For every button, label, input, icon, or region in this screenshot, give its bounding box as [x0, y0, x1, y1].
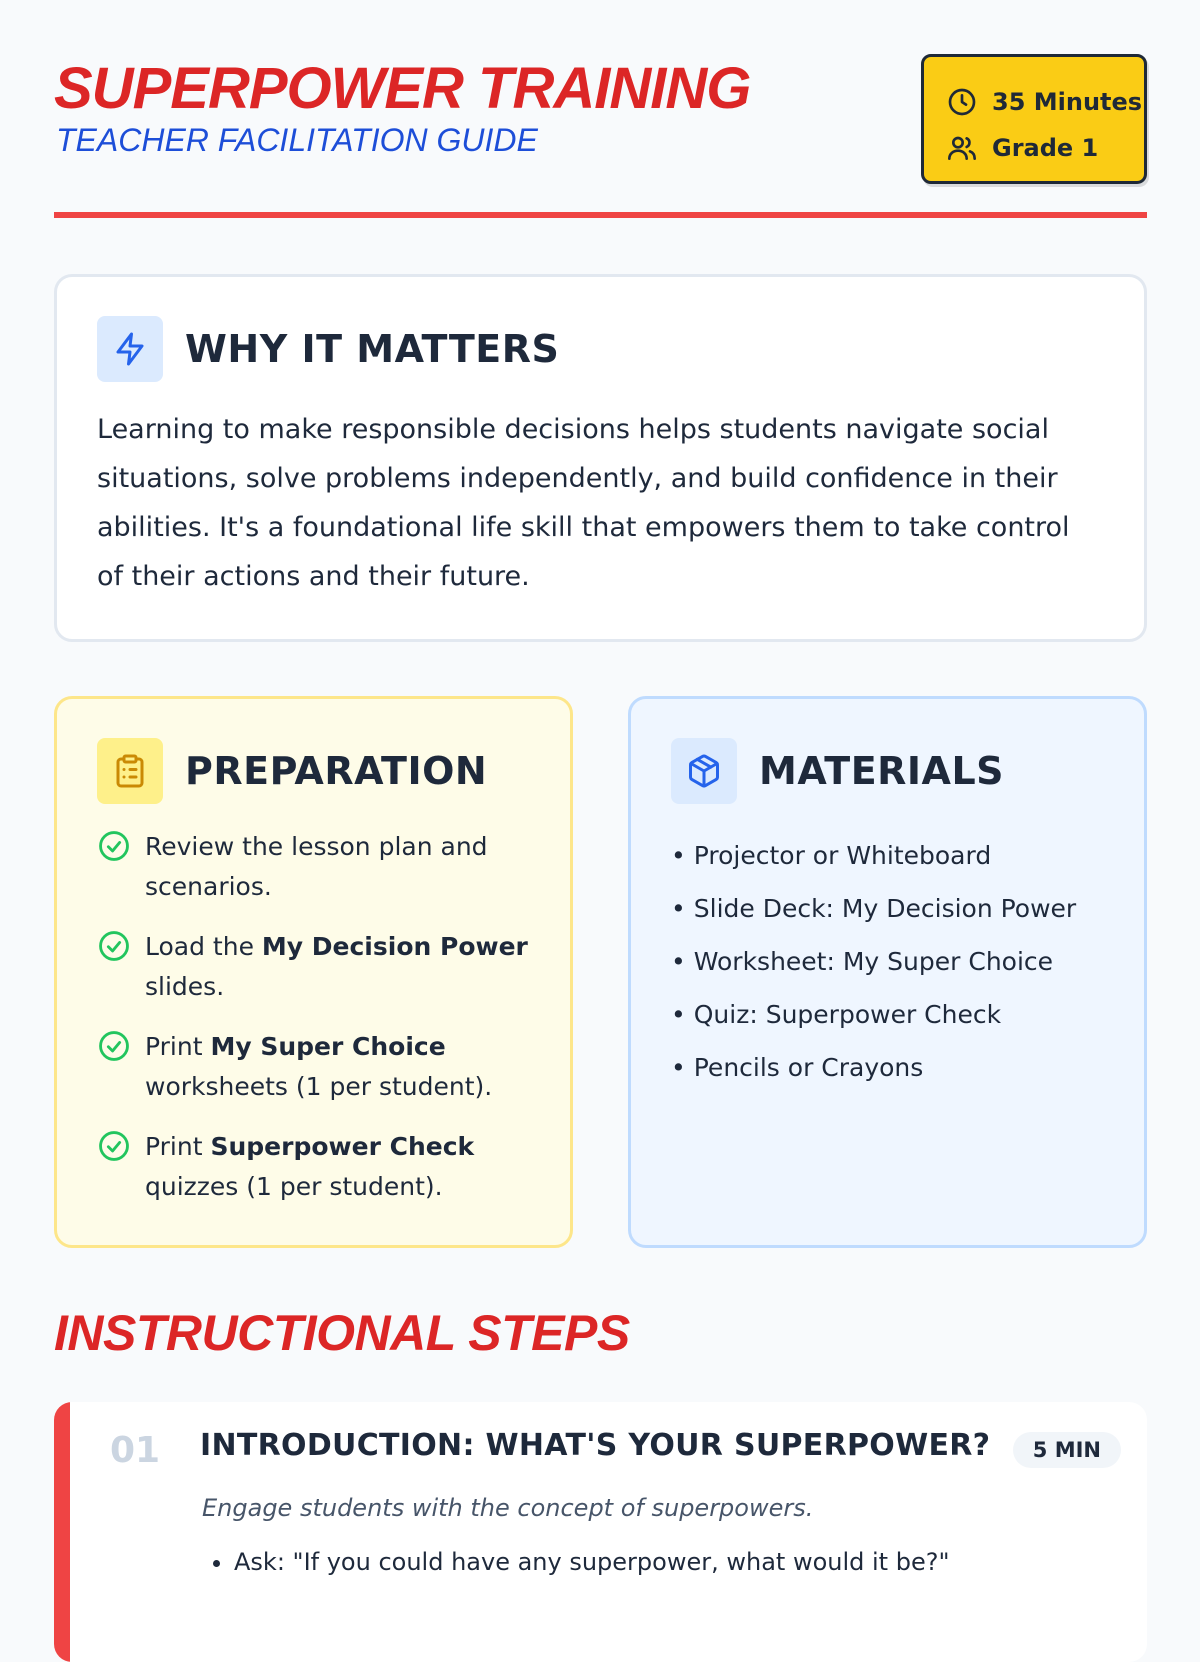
step-number: 01: [110, 1430, 161, 1471]
page-subtitle: TEACHER FACILITATION GUIDE: [56, 122, 538, 158]
materials-list: [671, 829, 1104, 1094]
header: [54, 0, 1147, 220]
materials-item: • Slide Deck: My Decision Power: [671, 882, 1104, 935]
steps-section-title: INSTRUCTIONAL STEPS: [54, 1305, 630, 1361]
preparation-item: [97, 927, 530, 1007]
check-circle-icon: [97, 1129, 131, 1163]
duration-text: 35 Minutes: [992, 88, 1143, 116]
materials-item: • Worksheet: My Super Choice: [671, 935, 1104, 988]
materials-icon-box: [671, 738, 737, 804]
duration-row: [946, 79, 1144, 125]
grade-text: Grade 1: [992, 134, 1099, 162]
preparation-item-text: Review the lesson plan and scenarios.: [145, 832, 488, 901]
materials-item: • Pencils or Crayons: [671, 1041, 1104, 1094]
preparation-title: PREPARATION: [185, 749, 488, 793]
clipboard-icon: [112, 753, 148, 789]
materials-card: [628, 696, 1147, 1248]
preparation-item-text: Print My Super Choice worksheets (1 per student).: [145, 1032, 493, 1101]
why-icon-box: [97, 316, 163, 382]
why-header: [97, 315, 1104, 383]
grade-row: [946, 125, 1144, 171]
materials-header: [671, 737, 1104, 805]
lightning-icon: [112, 331, 148, 367]
guide-page: [54, 0, 1147, 1576]
check-circle-icon: [97, 1029, 131, 1063]
lesson-info-badge: [921, 54, 1147, 184]
preparation-item: [97, 827, 530, 907]
why-title: WHY IT MATTERS: [185, 327, 560, 371]
step-time-badge: 5 MIN: [1013, 1432, 1121, 1468]
materials-item: • Quiz: Superpower Check: [671, 988, 1104, 1041]
step-card: [54, 1402, 1147, 1662]
materials-item: • Projector or Whiteboard: [671, 829, 1104, 882]
why-it-matters-card: [54, 274, 1147, 642]
preparation-item-text: Print Superpower Check quizzes (1 per student).: [145, 1132, 475, 1201]
header-divider: [54, 212, 1147, 218]
step-title: INTRODUCTION: WHAT'S YOUR SUPERPOWER?: [200, 1428, 991, 1463]
step-accent-bar: [54, 1402, 70, 1662]
preparation-item: [97, 1027, 530, 1107]
step-bullets: [202, 1538, 950, 1586]
page-title: SUPERPOWER TRAINING: [54, 56, 751, 121]
step-description: Engage students with the concept of superpowers.: [202, 1494, 814, 1522]
check-circle-icon: [97, 929, 131, 963]
users-icon: [946, 132, 978, 164]
why-text: Learning to make responsible decisions helps students navigate social situations, solve problems independently, and build confidence in their abilities. It's a foundational life skill that empowers them to take control of their actions and their future.: [97, 414, 1070, 592]
check-circle-icon: [97, 829, 131, 863]
preparation-header: [97, 737, 530, 805]
preparation-item: [97, 1127, 530, 1207]
preparation-list: [97, 827, 530, 1207]
clock-icon: [946, 86, 978, 118]
box-icon: [686, 753, 722, 789]
step-bullet: • Ask: "If you could have any superpower, what would it be?": [234, 1538, 950, 1586]
preparation-item-text: Load the My Decision Power slides.: [145, 932, 528, 1001]
preparation-card: [54, 696, 573, 1248]
materials-title: MATERIALS: [759, 749, 1005, 793]
preparation-icon-box: [97, 738, 163, 804]
